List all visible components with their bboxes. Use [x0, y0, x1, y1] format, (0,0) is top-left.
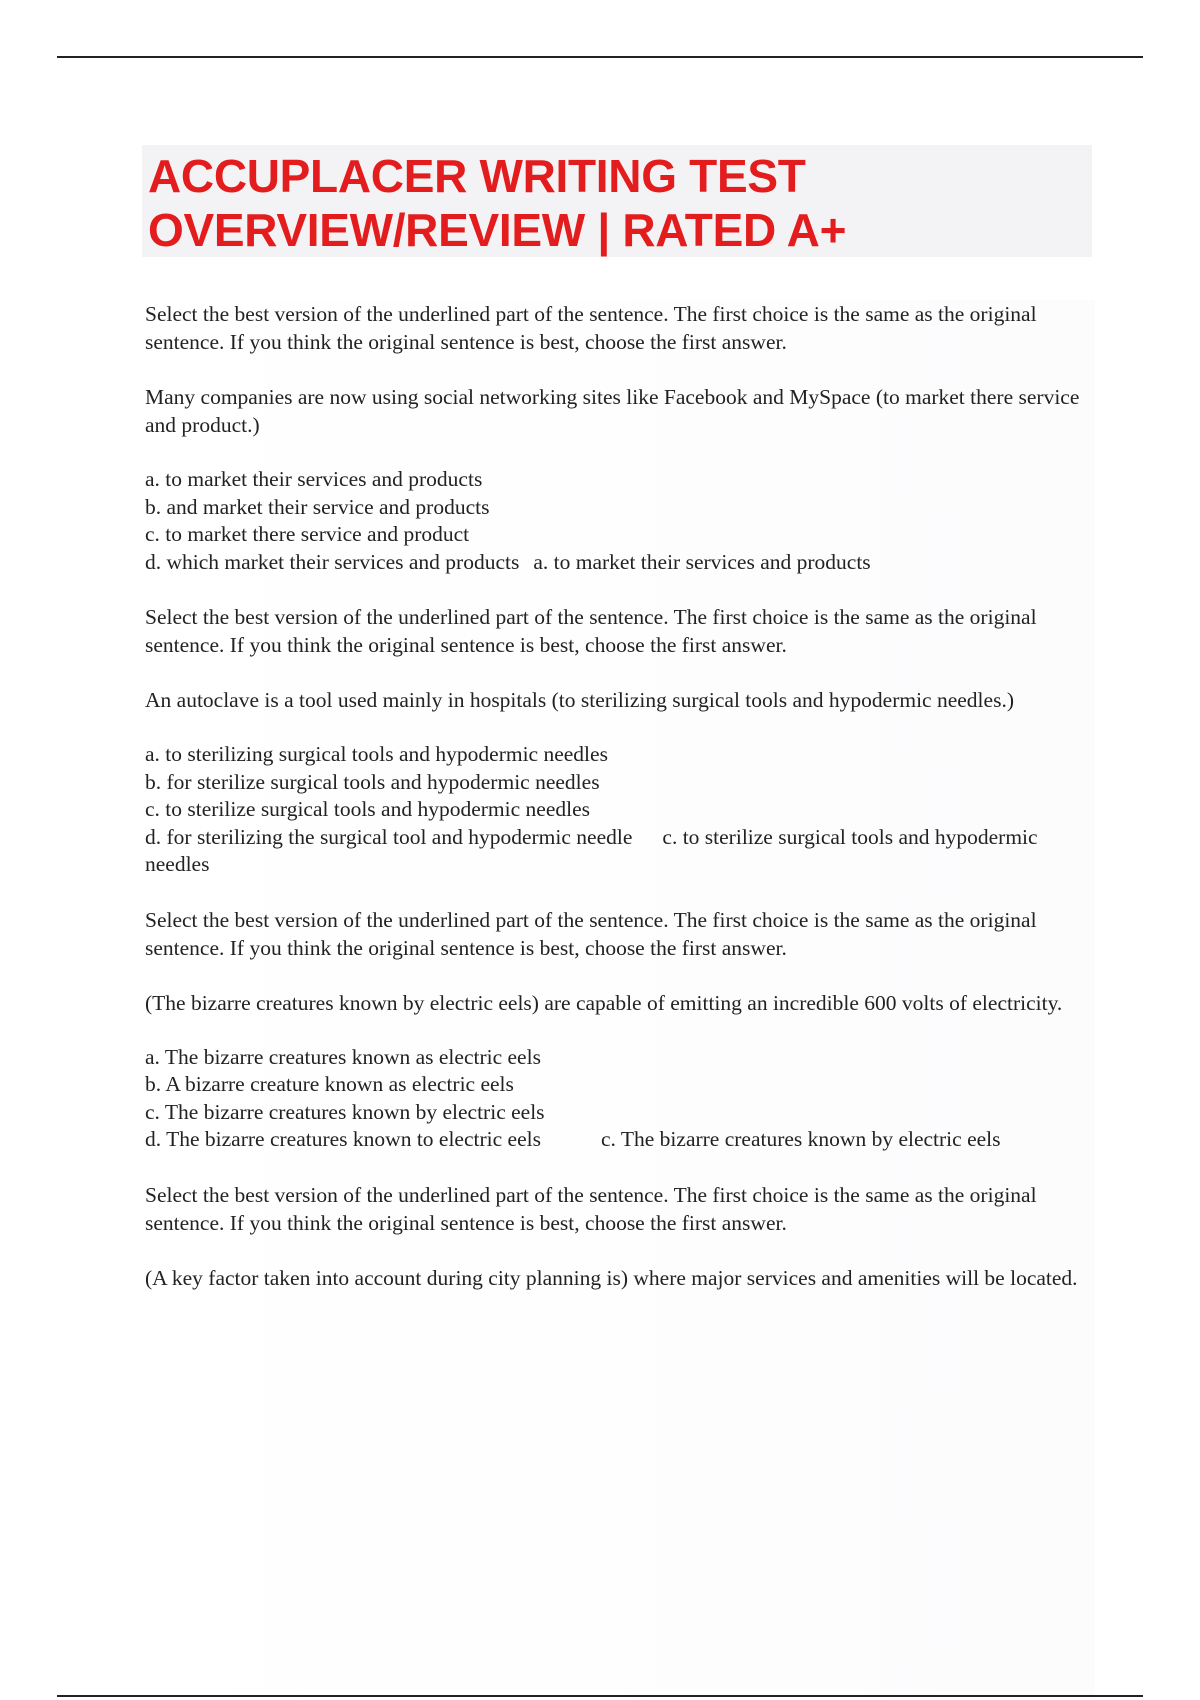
- question-sentence: (The bizarre creatures known by electric eels) are capable of emitting an incredible 600 volts of electricity.: [145, 990, 1063, 1015]
- question-2: [145, 603, 1095, 879]
- choice-d-with-answer: [145, 549, 1095, 577]
- choice-d: d. for sterilizing the surgical tool and hypodermic needle: [145, 824, 633, 849]
- question-sentence: An autoclave is a tool used mainly in hospitals (to sterilizing surgical tools and hypodermic needles.): [145, 688, 1014, 712]
- choice-d: d. which market their services and products: [145, 549, 520, 574]
- answer-choices: [145, 741, 1095, 879]
- choice-b: b. for sterilize surgical tools and hypodermic needles: [145, 769, 600, 794]
- choice-d-with-answer: [145, 824, 1095, 879]
- choice-d: d. The bizarre creatures known to electric eels: [145, 1127, 541, 1151]
- question-instruction: Select the best version of the underlined part of the sentence. The first choice is the same as the original sentence. If you think the original sentence is best, choose the first answer.: [145, 1182, 1037, 1235]
- question-1: [145, 300, 1095, 576]
- choice-a: a. to sterilizing surgical tools and hypodermic needles: [145, 742, 608, 766]
- choice-c: c. to sterilize surgical tools and hypodermic needles: [145, 797, 591, 821]
- correct-answer: a. to market their services and products: [533, 549, 871, 574]
- title-line-2: OVERVIEW/REVIEW | RATED A+: [148, 204, 847, 256]
- choice-d-with-answer: [145, 1126, 1095, 1154]
- question-instruction: Select the best version of the underlined part of the sentence. The first choice is the same as the original sentence. If you think the original sentence is best, choose the first answer.: [145, 302, 1037, 354]
- choice-c: c. to market there service and product: [145, 522, 470, 546]
- document-body: [145, 300, 1095, 1700]
- bottom-rule: [57, 1695, 1143, 1697]
- answer-choices: [145, 1044, 1095, 1154]
- answer-choices: [145, 466, 1095, 576]
- choice-b: b. A bizarre creature known as electric eels: [145, 1072, 514, 1096]
- choice-b: b. and market their service and products: [145, 494, 490, 519]
- title-banner: [142, 145, 1092, 257]
- correct-answer: c. The bizarre creatures known by electric eels: [600, 1127, 1001, 1151]
- choice-c: c. The bizarre creatures known by electric eels: [145, 1099, 545, 1124]
- top-rule: [57, 56, 1143, 58]
- question-instruction: Select the best version of the underlined part of the sentence. The first choice is the same as the original sentence. If you think the original sentence is best, choose the first answer.: [145, 907, 1037, 960]
- correct-answer: c. to sterilize surgical tools and hypodermic needles: [145, 824, 1038, 876]
- question-sentence: Many companies are now using social networking sites like Facebook and MySpace (to market there service and product.): [145, 385, 1080, 437]
- choice-a: a. The bizarre creatures known as electric eels: [145, 1044, 541, 1069]
- choice-a: a. to market their services and products: [145, 467, 483, 491]
- document-title: [148, 149, 1086, 257]
- question-3: [145, 906, 1095, 1154]
- question-sentence: (A key factor taken into account during city planning is) where major services and amenities will be located.: [145, 1265, 1078, 1290]
- question-instruction: Select the best version of the underlined part of the sentence. The first choice is the same as the original sentence. If you think the original sentence is best, choose the first answer.: [145, 605, 1037, 657]
- title-line-1: ACCUPLACER WRITING TEST: [148, 150, 806, 202]
- question-4: [145, 1181, 1095, 1292]
